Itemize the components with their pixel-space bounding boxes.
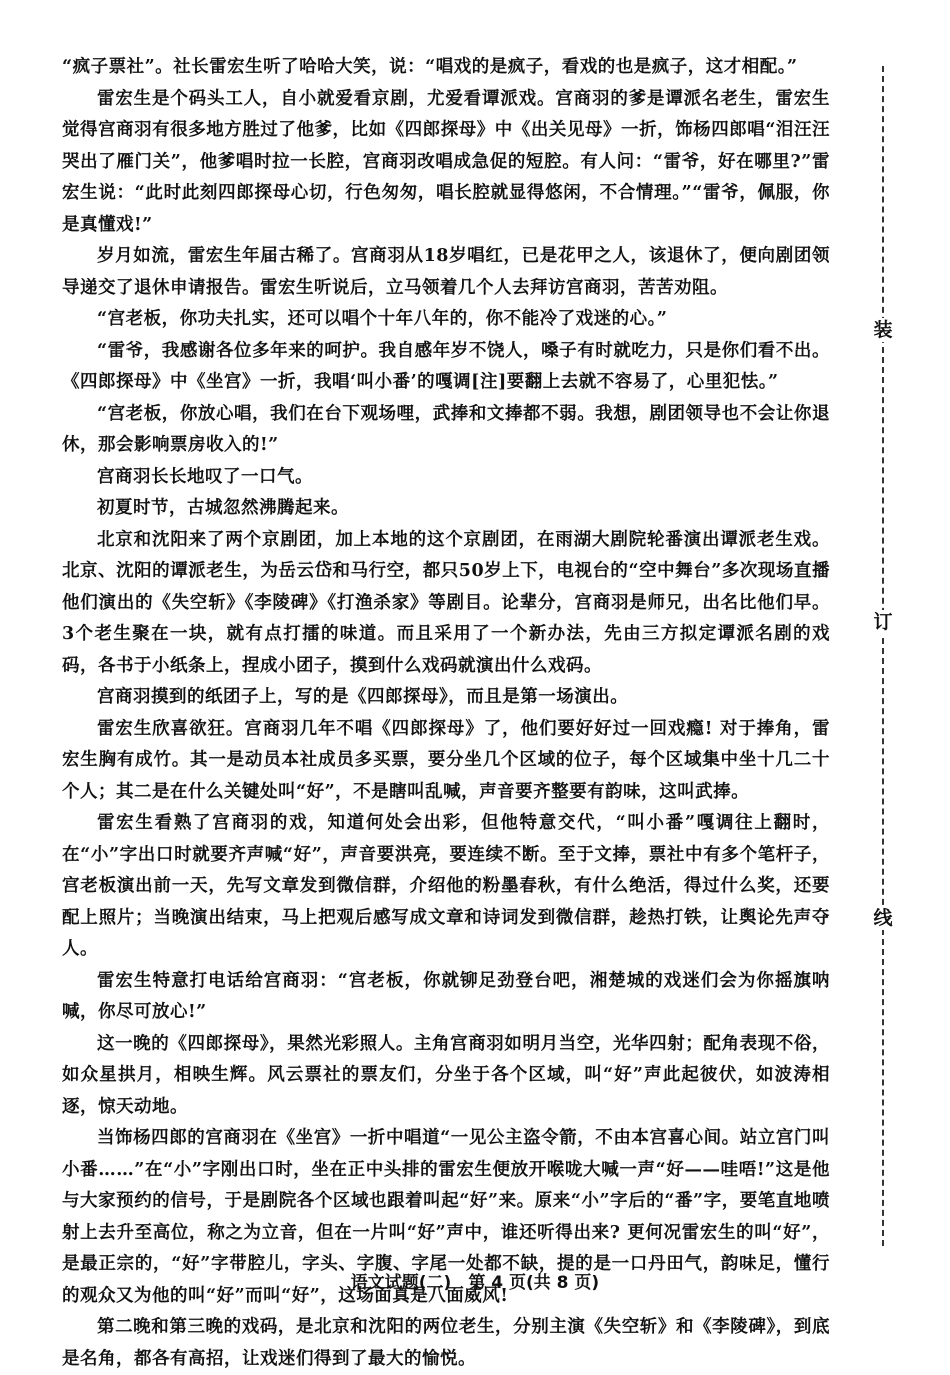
paragraph-3: 岁月如流，雷宏生年届古稀了。宫商羽从18岁唱红，已是花甲之人，该退休了，便向剧团领导递交了退休申请报告。雷宏生听说后，立马领着几个人去拜访宫商羽，苦苦劝阻。 (62, 246, 830, 298)
paragraph-5: “雷爷，我感谢各位多年来的呵护。我自感年岁不饶人，嗓子有时就吃力，只是你们看不出。《四郎探母》中《坐宫》一折，我唱‘叫小番’的嘎调[注]要翻上去就不容易了，心里犯怯。” (62, 340, 830, 392)
paragraph-6: “宫老板，你放心唱，我们在台下观场哩，武捧和文捧都不弱。我想，剧团领导也不会让你退休，那会影响票房收入的!” (62, 403, 830, 455)
binding-mark-ding: 订 (871, 610, 895, 634)
page-footer: 语文试题(二) 第 4 页(共 8 页) (350, 1273, 600, 1293)
paragraph-2: 雷宏生是个码头工人，自小就爱看京剧，尤爱看谭派戏。宫商羽的爹是谭派名老生，雷宏生觉得宫商羽有很多地方胜过了他爹，比如《四郎探母》中《出关见母》一折，饰杨四郎唱“泪汪汪哭出了雁门关”，他爹唱时拉一长腔，宫商羽改唱成急促的短腔。有人问：“雷爷，好在哪里?”雷宏生说：“此时此刻四郎探母心切，行色匆匆，唱长腔就显得悠闲，不合情理。”“雷爷，佩服，你是真懂戏!” (62, 88, 830, 235)
binding-line (868, 66, 898, 1246)
paragraph-4: “宫老板，你功夫扎实，还可以唱个十年八年的，你不能冷了戏迷的心。” (97, 309, 668, 329)
article-body (62, 52, 830, 1375)
paragraph-12: 雷宏生看熟了宫商羽的戏，知道何处会出彩，但他特意交代，“叫小番”嘎调往上翻时，在“小”字出口时就要齐声喊“好”，声音要洪亮，要连续不断。至于文捧，票社中有多个笔杆子，宫老板演出前一天，先写文章发到微信群，介绍他的粉墨春秋，有什么绝活，得过什么奖，还要配上照片；当晚演出结束，马上把观后感写成文章和诗词发到微信群，趁热打铁，让舆论先声夺人。 (62, 813, 830, 959)
binding-dashed-line (882, 66, 884, 1246)
paragraph-11: 雷宏生欣喜欲狂。宫商羽几年不唱《四郎探母》了，他们要好好过一回戏瘾! 对于捧角，雷宏生胸有成竹。其一是动员本社成员多买票，要分坐几个区域的位子，每个区域集中坐十几二十个人；其二是在什么关键处叫“好”，不是瞎叫乱喊，声音要齐整要有韵味，这叫武捧。 (62, 718, 830, 802)
paragraph-1: “疯子票社”。社长雷宏生听了哈哈大笑，说：“唱戏的是疯子，看戏的也是疯子，这才相配。” (62, 57, 798, 77)
paragraph-7: 宫商羽长长地叹了一口气。 (97, 466, 313, 487)
paragraph-16: 第二晚和第三晚的戏码，是北京和沈阳的两位老生，分别主演《失空斩》和《李陵碑》，到底是名角，都各有高招，让戏迷们得到了最大的愉悦。 (62, 1317, 830, 1369)
binding-mark-zhuang: 装 (871, 318, 895, 342)
paragraph-8: 初夏时节，古城忽然沸腾起来。 (97, 498, 349, 518)
paragraph-9: 北京和沈阳来了两个京剧团，加上本地的这个京剧团，在雨湖大剧院轮番演出谭派老生戏。北京、沈阳的谭派老生，为岳云岱和马行空，都只50岁上下，电视台的“空中舞台”多次现场直播他们演出的《失空斩》《李陵碑》《打渔杀家》等剧目。论辈分，宫商羽是师兄，出名比他们早。3个老生聚在一块，就有点打擂的味道。而且采用了一个新办法，先由三方拟定谭派名剧的戏码，各书于小纸条上，捏成小团子，摸到什么戏码就演出什么戏码。 (62, 529, 830, 676)
binding-mark-xian: 线 (871, 906, 895, 930)
paragraph-13: 雷宏生特意打电话给宫商羽：“宫老板，你就铆足劲登台吧，湘楚城的戏迷们会为你摇旗呐喊，你尽可放心!” (62, 970, 830, 1022)
paragraph-14: 这一晚的《四郎探母》，果然光彩照人。主角宫商羽如明月当空，光华四射；配角表现不俗，如众星拱月，相映生辉。风云票社的票友们，分坐于各个区域，叫“好”声此起彼伏，如波涛相逐，惊天动地。 (62, 1033, 830, 1117)
paragraph-10: 宫商羽摸到的纸团子上，写的是《四郎探母》，而且是第一场演出。 (97, 687, 629, 707)
paragraph-15: 当饰杨四郎的宫商羽在《坐宫》一折中唱道“一见公主盗令箭，不由本宫喜心间。站立宫门叫小番……”在“小”字刚出口时，坐在正中头排的雷宏生便放开喉咙大喊一声“好——哇唔!”这是他与大家预约的信号，于是剧院各个区域也跟着叫起“好”来。原来“小”字后的“番”字，要笔直地喷射上去升至高位，称之为立音，但在一片叫“好”声中，谁还听得出来? 更何况雷宏生的叫“好”，是最正宗的，“好”字带腔儿，字头、字腹、字尾一处都不缺，提的是一口丹田气，韵味足，懂行的观众又为他的叫“好”而叫“好”，这场面真是八面威风! (62, 1128, 830, 1306)
